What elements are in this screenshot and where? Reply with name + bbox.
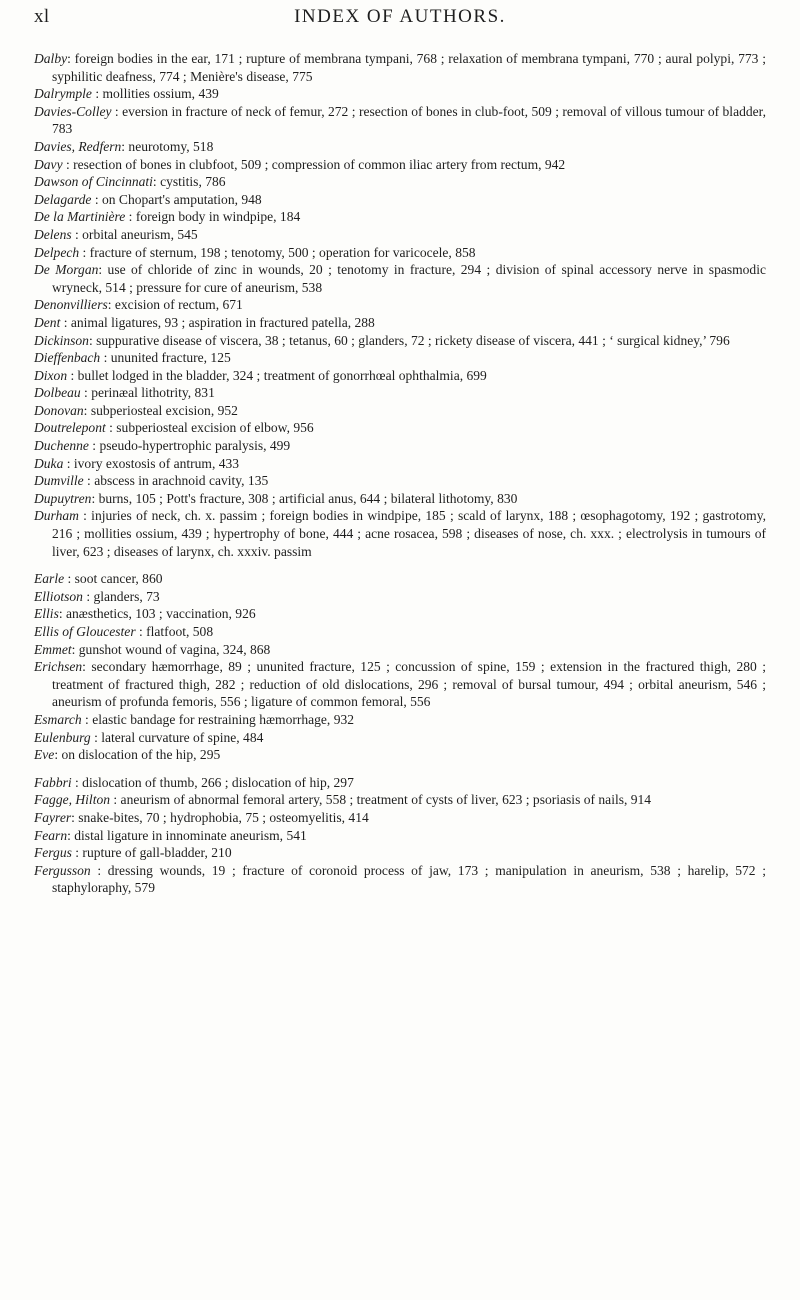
author-name: Dalby	[34, 51, 68, 66]
author-name: Esmarch	[34, 711, 82, 727]
author-name: Fabbri	[34, 774, 72, 790]
author-name: Fergusson	[34, 862, 91, 878]
author-name: Erichsen	[34, 659, 83, 675]
index-entry	[34, 384, 766, 402]
author-name: Fearn	[34, 827, 68, 843]
index-entry	[34, 588, 766, 606]
index-entry	[34, 332, 766, 350]
entry-references: : gunshot wound of vagina, 324, 868	[71, 641, 271, 657]
author-name: Emmet	[34, 641, 72, 657]
entry-references: : mollities ossium, 439	[91, 86, 219, 102]
entry-references: : eversion in fracture of neck of femur, 272 ; resection of bones in club-foot, 509 ; removal of villous tumour of bladder, 783	[52, 103, 766, 137]
entry-references: : cystitis, 786	[152, 174, 226, 190]
entry-references: : anæsthetics, 103 ; vaccination, 926	[58, 606, 256, 622]
entry-references: : on dislocation of the hip, 295	[54, 747, 221, 763]
entry-references: : excision of rectum, 671	[107, 297, 243, 313]
index-entry	[34, 226, 766, 244]
author-name: Fagge, Hilton	[34, 792, 111, 808]
author-name: Doutrelepont	[34, 420, 106, 436]
entry-references: : injuries of neck, ch. x. passim ; foreign bodies in windpipe, 185 ; scald of larynx, 188 ; œsophagotomy, 192 ; gastrotomy, 216 ; mollities ossium, 439 ; hypertrophy of bone, 444 ; acne rosacea, 598 ; diseases of nose, ch. xxx. ; electrolysis in tumours of liver, 623 ; diseases of larynx, ch. xxxiv. passim	[52, 508, 766, 559]
entry-references: : resection of bones in clubfoot, 509 ; compression of common iliac artery from rectum, 942	[62, 156, 566, 172]
entry-references: : foreign bodies in the ear, 171 ; rupture of membrana tympani, 768 ; relaxation of membrana tympani, 770 ; aural polypi, 773 ; syphilitic deafness, 774 ; Menière's disease, 775	[52, 51, 766, 84]
index-entry	[34, 103, 766, 138]
running-title: INDEX OF AUTHORS.	[294, 6, 506, 27]
author-name: Dickinson	[34, 332, 89, 348]
author-name: Dumville	[34, 473, 84, 489]
index-entry	[34, 314, 766, 332]
author-name: Durham	[34, 508, 79, 524]
entry-references: : secondary hæmorrhage, 89 ; ununited fracture, 125 ; concussion of spine, 159 ; extension in the fractured thigh, 280 ; treatment of fractured thigh, 282 ; reduction of old dislocations, 296 ; removal of bursal tumour, 494 ; orbital aneurism, 546 ; aneurism of profunda femoris, 556 ; ligature of common femoral, 556	[52, 659, 766, 710]
entry-references: : glanders, 73	[82, 588, 160, 604]
author-name: Ellis of Gloucester	[34, 624, 136, 639]
author-name: De la Martinière	[34, 209, 126, 225]
entry-references: : snake-bites, 70 ; hydrophobia, 75 ; osteomyelitis, 414	[71, 809, 369, 825]
author-name: Fergus	[34, 845, 72, 861]
entry-references: : dressing wounds, 19 ; fracture of coronoid process of jaw, 173 ; manipulation in aneurism, 538 ; harelip, 572 ; staphyloraphy, 579	[52, 862, 766, 896]
entry-references: : rupture of gall-bladder, 210	[71, 845, 232, 861]
entry-references: : fracture of sternum, 198 ; tenotomy, 500 ; operation for varicocele, 858	[79, 244, 476, 260]
author-name: Dolbeau	[34, 385, 81, 401]
entry-references: : pseudo-hypertrophic paralysis, 499	[88, 438, 291, 454]
entry-references: : ununited fracture, 125	[100, 350, 231, 366]
author-index-list	[34, 50, 766, 897]
entry-references: : elastic bandage for restraining hæmorrhage, 932	[81, 711, 355, 727]
index-entry	[34, 809, 766, 827]
author-name: Dawson of Cincinnati	[34, 174, 153, 190]
entry-references: : subperiosteal excision, 952	[83, 402, 238, 418]
author-name: Duchenne	[34, 438, 89, 454]
author-name: Eulenburg	[34, 729, 91, 745]
index-entry	[34, 658, 766, 711]
index-entry	[34, 244, 766, 262]
author-name: Davies-Colley	[34, 103, 112, 119]
index-entry	[34, 50, 766, 85]
index-entry	[34, 173, 766, 191]
index-entry	[34, 208, 766, 226]
author-name: Dalrymple	[34, 86, 92, 102]
index-entry	[34, 419, 766, 437]
entry-references: : ivory exostosis of antrum, 433	[63, 455, 240, 471]
author-name: Dent	[34, 314, 61, 330]
entry-references: : neurotomy, 518	[121, 138, 214, 154]
entry-references: : aneurism of abnormal femoral artery, 558 ; treatment of cysts of liver, 623 ; psoriasis of nails, 914	[110, 792, 652, 808]
author-name: De Morgan	[34, 262, 99, 278]
entry-references: : orbital aneurism, 545	[71, 226, 198, 242]
author-name: Elliotson	[34, 588, 83, 604]
entry-references: : suppurative disease of viscera, 38 ; tetanus, 60 ; glanders, 72 ; rickety disease of viscera, 441 ; ‘ surgical kidney,’ 796	[88, 332, 730, 348]
author-name: Fayrer	[34, 809, 72, 825]
author-name: Dixon	[34, 367, 68, 383]
author-name: Denonvilliers	[34, 297, 108, 313]
author-name: Dieffenbach	[34, 350, 101, 366]
entry-references: : use of chloride of zinc in wounds, 20 ; tenotomy in fracture, 294 ; division of spinal accessory nerve in spasmodic wryneck, 514 ; pressure for cure of aneurism, 538	[52, 262, 766, 295]
entry-references: : lateral curvature of spine, 484	[90, 729, 264, 745]
author-name: Eve	[34, 747, 55, 763]
index-entry	[34, 862, 766, 897]
index-entry	[34, 791, 766, 809]
entry-references: : bullet lodged in the bladder, 324 ; treatment of gonorrhœal ophthalmia, 699	[67, 367, 487, 383]
entry-references: : soot cancer, 860	[64, 571, 163, 587]
entry-references: : burns, 105 ; Pott's fracture, 308 ; artificial anus, 644 ; bilateral lithotomy, 830	[91, 490, 518, 506]
index-entry	[34, 605, 766, 623]
entry-references: : dislocation of thumb, 266 ; dislocation of hip, 297	[71, 774, 354, 790]
index-entry	[34, 746, 766, 764]
index-entry	[34, 570, 766, 588]
index-entry	[34, 827, 766, 845]
index-entry	[34, 437, 766, 455]
author-name: Earle	[34, 571, 65, 587]
page-number: xl	[34, 6, 50, 27]
author-name: Davies, Redfern	[34, 138, 122, 154]
index-entry	[34, 349, 766, 367]
author-name: Dupuytren	[34, 490, 92, 506]
author-name: Delpech	[34, 244, 80, 260]
index-entry	[34, 711, 766, 729]
index-entry	[34, 455, 766, 473]
entry-references: : on Chopart's amputation, 948	[91, 191, 262, 207]
author-name: Duka	[34, 455, 64, 471]
author-name: Donovan	[34, 402, 84, 418]
index-entry	[34, 191, 766, 209]
entry-references: : animal ligatures, 93 ; aspiration in fractured patella, 288	[60, 314, 375, 330]
author-name: Davy	[34, 156, 63, 172]
index-entry	[34, 85, 766, 103]
entry-references: : flatfoot, 508	[135, 624, 214, 639]
index-entry	[34, 138, 766, 156]
index-entry	[34, 507, 766, 560]
index-entry	[34, 261, 766, 296]
entry-references: : distal ligature in innominate aneurism, 541	[67, 827, 307, 843]
index-entry	[34, 729, 766, 747]
index-entry	[34, 296, 766, 314]
entry-references: : subperiosteal excision of elbow, 956	[105, 420, 314, 436]
index-entry	[34, 844, 766, 862]
index-entry	[34, 367, 766, 385]
index-entry	[34, 490, 766, 508]
index-entry	[34, 641, 766, 659]
author-name: Ellis	[34, 606, 59, 622]
entry-references: : abscess in arachnoid cavity, 135	[83, 473, 269, 489]
index-entry	[34, 402, 766, 420]
entry-references: : perinæal lithotrity, 831	[80, 385, 215, 401]
author-name: Delagarde	[34, 191, 92, 207]
index-entry	[34, 623, 766, 641]
author-name: Delens	[34, 226, 72, 242]
index-entry	[34, 774, 766, 792]
index-entry	[34, 156, 766, 174]
page-header	[34, 6, 766, 40]
entry-references: : foreign body in windpipe, 184	[125, 209, 301, 225]
index-entry	[34, 472, 766, 490]
